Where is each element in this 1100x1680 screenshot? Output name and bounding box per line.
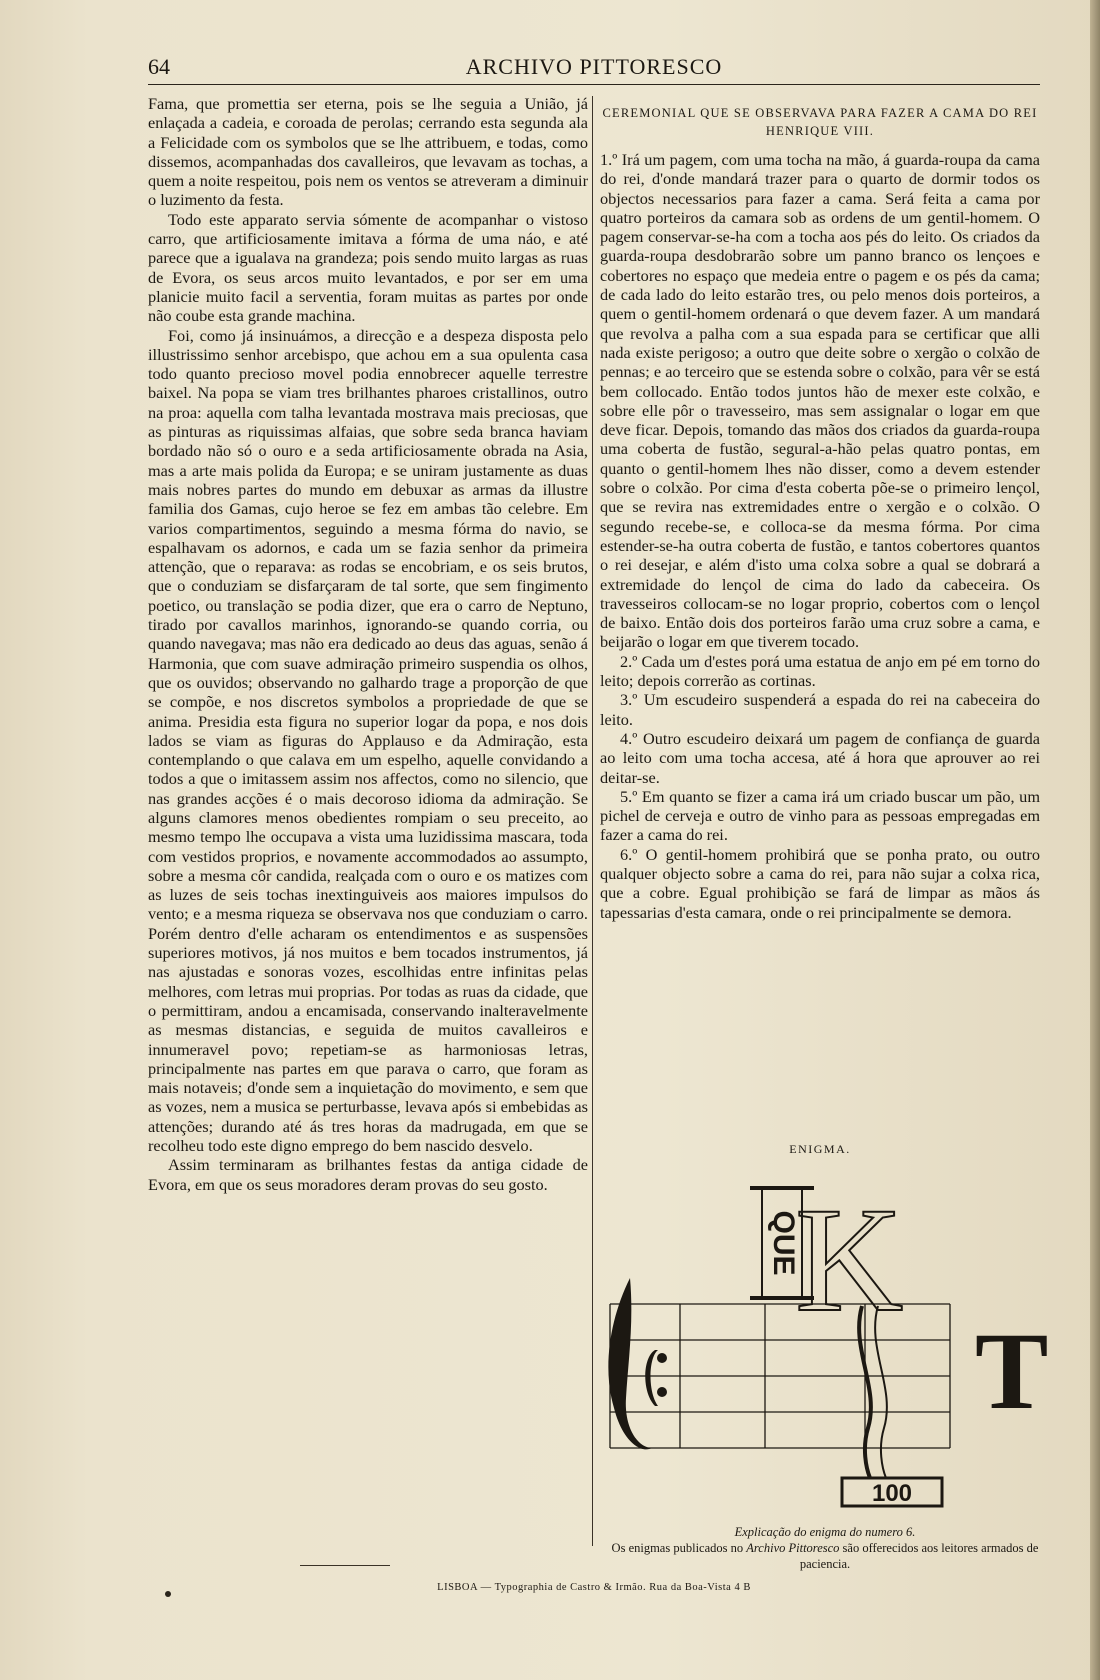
paragraph: Fama, que promettia ser eterna, pois se lhe seguia a União, já enlaçada a cadeia, e coroada de perolas; cerrando esta segunda ala a Felicidade com os symbolos que se lhe attribuem, e todas, como dissemos, acompanhadas dos cavalleiros, que levavam as tochas, a quem a noite respeitou, pois nem os ventos se atreveram a diminuir o luzimento da festa. [148,94,588,210]
paragraph: 5.º Em quanto se fizer a cama irá um criado buscar um pão, um pichel de cerveja e outro de vinho para as pessoas empregadas em fazer a cama do rei. [600,786,1040,845]
paragraph: Foi, como já insinuámos, a direcção e a despeza disposta pelo illustrissimo senhor arcebispo, que achou em a sua opulenta casa todo quanto precioso movel podia ennobrecer aquelle terrestre baixel. Na popa se viam tres brilhantes pharoes cristallinos, outro na proa: aquella com talha levantada mostrava mais preciosas, que as pinturas as riquissimas alfaias, que sobre seda branca haviam bordado não só o ouro e a seda artificiosamente obrada na Asia, mas a arte mais polida da Europa; e se uniram justamente as duas mais nobres partes do mundo em debuxar as armas da illustre familia dos Gamas, cujo heroe se fez em ambas tão celebre. Em varios compartimentos, seguindo a mesma fórma do navio, se espalhavam os adornos, e cada um se fazia senhor da primeira attenção, que o reparava: as rodas se encobriam, e os seis brutos, que o conduziam se disfarçaram de tal sorte, que sem fingimento poetico, ou translação se podia dizer, que era o carro de Neptuno, tirado por cavallos marinhos, ignorando-se quando corria, ou quando navegava; mas não era dedicado ao deus das aguas, senão á Harmonia, que com suave admiração primeiro suspendia os olhos, que os ouvidos; observando no galhardo trage a proporção de que se compõe, e nos discretos symbolos a propriedade de que se anima. Presidia esta figura no superior logar da popa, e nos dois lados se viam as figuras do Applauso e da Admiração, esta contemplando o que calava em um espelho, aquelle convidando a todos a que o imitassem assim nos affectos, como no silencio, que nas grandes acções é o mais decoroso idioma da admiração. Se alguns clamores menos obedientes rompiam o seu preceito, ao mesmo tempo lhe occupava a vista uma luzidissima mascara, toda com vestidos proprios, e novamente accommodados ao assumpto, sobre a mesma côr candida, realçada com o ouro e os matizes com as luzes de seis tochas inextinguiveis aos maiores impulsos do vento; e a mesma riqueza se observava nos que conduziam o carro. Porém dentro d'elle acharam os entendimentos e as suspensões superiores motivos, já nos muitos e bem tocados instrumentos, já nas ajustadas e sonoras vozes, escolhidas entre infinitas pelas melhores, com letras mui proprias. Por todas as ruas da cidade, que o permittiram, andou a encamisada, conservando inalteravelmente as mesmas distancias, e seguida de muitos cavalleiros e innumeravel povo; repetiam-se as harmoniosas letras, principalmente nas partes em que parava o carro, que foram as mais notaveis; d'onde sem a inquietação do movimento, e sem que as vozes, nem a musica se perturbasse, levava após si embebidas as attenções; durando até ás tres horas da madrugada, em que se recolheu todo este digno emprego do bem nascido desvelo. [148,325,588,1156]
que-label: QUE [767,1210,801,1276]
enigma-rebus-illustration [600,1178,1060,1508]
page-number: 64 [148,54,170,79]
running-title: ARCHIVO PITTORESCO [465,54,723,79]
paragraph: Assim terminaram as brilhantes festas da antiga cidade de Evora, em que os seus moradores deram provas do seu gosto. [148,1155,588,1194]
printer-imprint: LISBOA — Typographia de Castro & Irmão. Rua da Boa-Vista 4 B [437,1582,751,1593]
enigma-title: ENIGMA. [789,1142,851,1156]
caption-title: Explicação do enigma do numero 6. [734,1525,916,1539]
paragraph: 4.º Outro escudeiro deixará um pagem de confiança de guarda ao leito com uma tocha accesa, até á hora que aprouver ao rei deitar-se. [600,728,1040,787]
paragraph: 2.º Cada um d'estes porá uma estatua de anjo em pé em torno do leito; depois correrão as cortinas. [600,651,1040,691]
caption-text: são offerecidos aos leitores armados de paciencia. [799,1541,1039,1571]
caption-text: Os enigmas publicados no [611,1541,747,1555]
brace-icon [645,1350,658,1406]
section-title: CEREMONIAL QUE SE OBSERVAVA PARA FAZER A CAMA DO REI HENRIQUE VIII. [602,106,1038,138]
paragraph: Todo este apparato servia sómente de acompanhar o vistoso carro, que artificiosamente imitava a fórma de uma náo, e até parece que a igualava na grandeza; pois sendo muito largas as ruas de Evora, os seus arcos muito levantados, e por ser em uma planicie muito facil a serventia, foram muitas as partes por onde não coube esta grande machina. [148,209,588,326]
big-letter-k: K [795,1178,904,1343]
repeat-dot-icon [657,1387,667,1397]
box-100-label: 100 [871,1480,913,1507]
column-divider [592,96,593,1546]
right-column [600,94,1040,1094]
enigma-caption [600,1524,1050,1572]
caption-journal-name: Archivo Pittoresco [746,1541,840,1555]
paragraph: 6.º O gentil-homem prohibirá que se ponha prato, ou outro qualquer objecto sobre a cama do rei, para não sujar a colxa rica, que a cobre. Egual prohibição se fará de limpar as mãos ás tapessarias d'esta camara, onde o rei principalmente se demora. [600,844,1040,922]
paragraph: 1.º Irá um pagem, com uma tocha na mão, á guarda-roupa da cama do rei, d'onde mandará trazer para o quarto de dormir todos os objectos necessarios para fazer a cama. Será feita a cama por quatro porteiros da camara sob as ordens de um gentil-homem. O pagem conservar-se-ha com a tocha aos pés do leito. Os criados da guarda-roupa desdobrarão sobre um panno branco os lençoes e cobertores no espaço que medeia entre o pagem e os pés da cama; de cada lado do leito estarão tres, ou pelo menos dois porteiros, a quem o gentil-homem ordenará o que devem fazer. A um mandará que revolva a palha com a sua espada para se certificar que alli nada existe perigoso; a outro que deite sobre o xergão o colxão de pennas; e ao terceiro que se estenda sobre o colxão, para vêr se está bem collocado. Então todos juntos hão de mexer este colxão, e sobre elle pôr o travesseiro, mas sem assignalar o logar em que deve ficar. Depois, tomando das mãos dos criados da guarda-roupa uma coberta de fustão, segural-a-hão pelas quatro pontas, em quanto o gentil-homem lhes não disser, como a devem estender sobre o colxão. Por cima d'esta coberta põe-se o primeiro lençol, que se revira nas extremidades entre o xergão e o colxão. O segundo recebe-se, e colloca-se da mesma fórma. Por cima estender-se-ha outra coberta de fustão, e tantos cobertores quantos o rei desejar, e além d'isto uma colxa sobre a qual se dobrará a extremidade do lençol de cima do lado da cabeceira. Os travesseiros collocam-se no logar proprio, cobertos com o lençol de baixo. Então dois dos porteiros farão uma cruz sobre a cama, e beijarão o logar em que tiverem tocado. [600,150,1040,652]
caption-body [600,1540,1050,1572]
article-end-rule [300,1565,390,1566]
repeat-dot-icon [657,1353,667,1363]
page-edge [1090,0,1100,1680]
left-column [148,94,588,1544]
paragraph: 3.º Um escudeiro suspenderá a espada do rei na cabeceira do leito. [600,690,1040,729]
big-letter-t: T [975,1310,1049,1432]
page-header [148,50,1040,85]
